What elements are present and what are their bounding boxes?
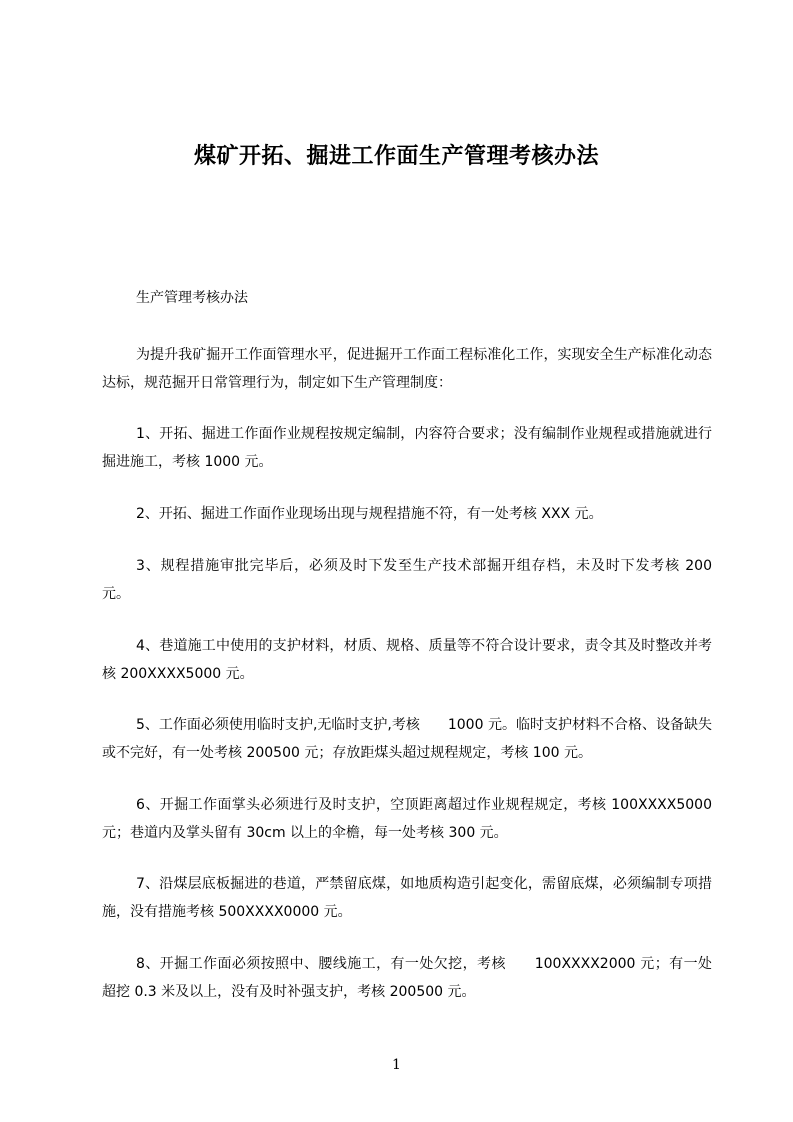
rule-item-2: 2、开拓、掘进工作面作业现场出现与规程措施不符，有一处考核 XXX 元。 (136, 506, 603, 522)
rule-item-4: 4、巷道施工中使用的支护材料，材质、规格、质量等不符合设计要求，责令其及时整改并考核 200XXXX5000 元。 (102, 638, 712, 682)
intro-paragraph: 为提升我矿掘开工作面管理水平，促进掘开工作面工程标准化工作，实现安全生产标准化动态达标，规范掘开日常管理行为，制定如下生产管理制度： (102, 347, 712, 391)
document-title: 煤矿开拓、掘进工作面生产管理考核办法 (193, 144, 599, 169)
rule-item-6: 6、开掘工作面掌头必须进行及时支护，空顶距离超过作业规程规定，考核 100XXXX5000 元；巷道内及掌头留有 30cm 以上的伞檐，每一处考核 300 元。 (102, 797, 712, 841)
rule-item-1: 1、开拓、掘进工作面作业规程按规定编制，内容符合要求；没有编制作业规程或措施就进行掘进施工，考核 1000 元。 (102, 426, 712, 470)
rule-item-3: 3、规程措施审批完毕后，必须及时下发至生产技术部掘开组存档，未及时下发考核 200 元。 (102, 558, 712, 602)
rule-item-7: 7、沿煤层底板掘进的巷道，严禁留底煤，如地质构造引起变化，需留底煤，必须编制专项措施，没有措施考核 500XXXX0000 元。 (102, 876, 712, 920)
rule-item-8: 8、开掘工作面必须按照中、腰线施工，有一处欠挖，考核 100XXXX2000 元；有一处超挖 0.3 米及以上，没有及时补强支护，考核 200500 元。 (102, 956, 712, 1000)
page-number: 1 (392, 1057, 401, 1073)
section-subtitle: 生产管理考核办法 (136, 290, 248, 306)
rule-item-5: 5、工作面必须使用临时支护,无临时支护,考核 1000 元。临时支护材料不合格、设备缺失或不完好，有一处考核 200500 元；存放距煤头超过规程规定，考核 100 元。 (102, 717, 712, 761)
